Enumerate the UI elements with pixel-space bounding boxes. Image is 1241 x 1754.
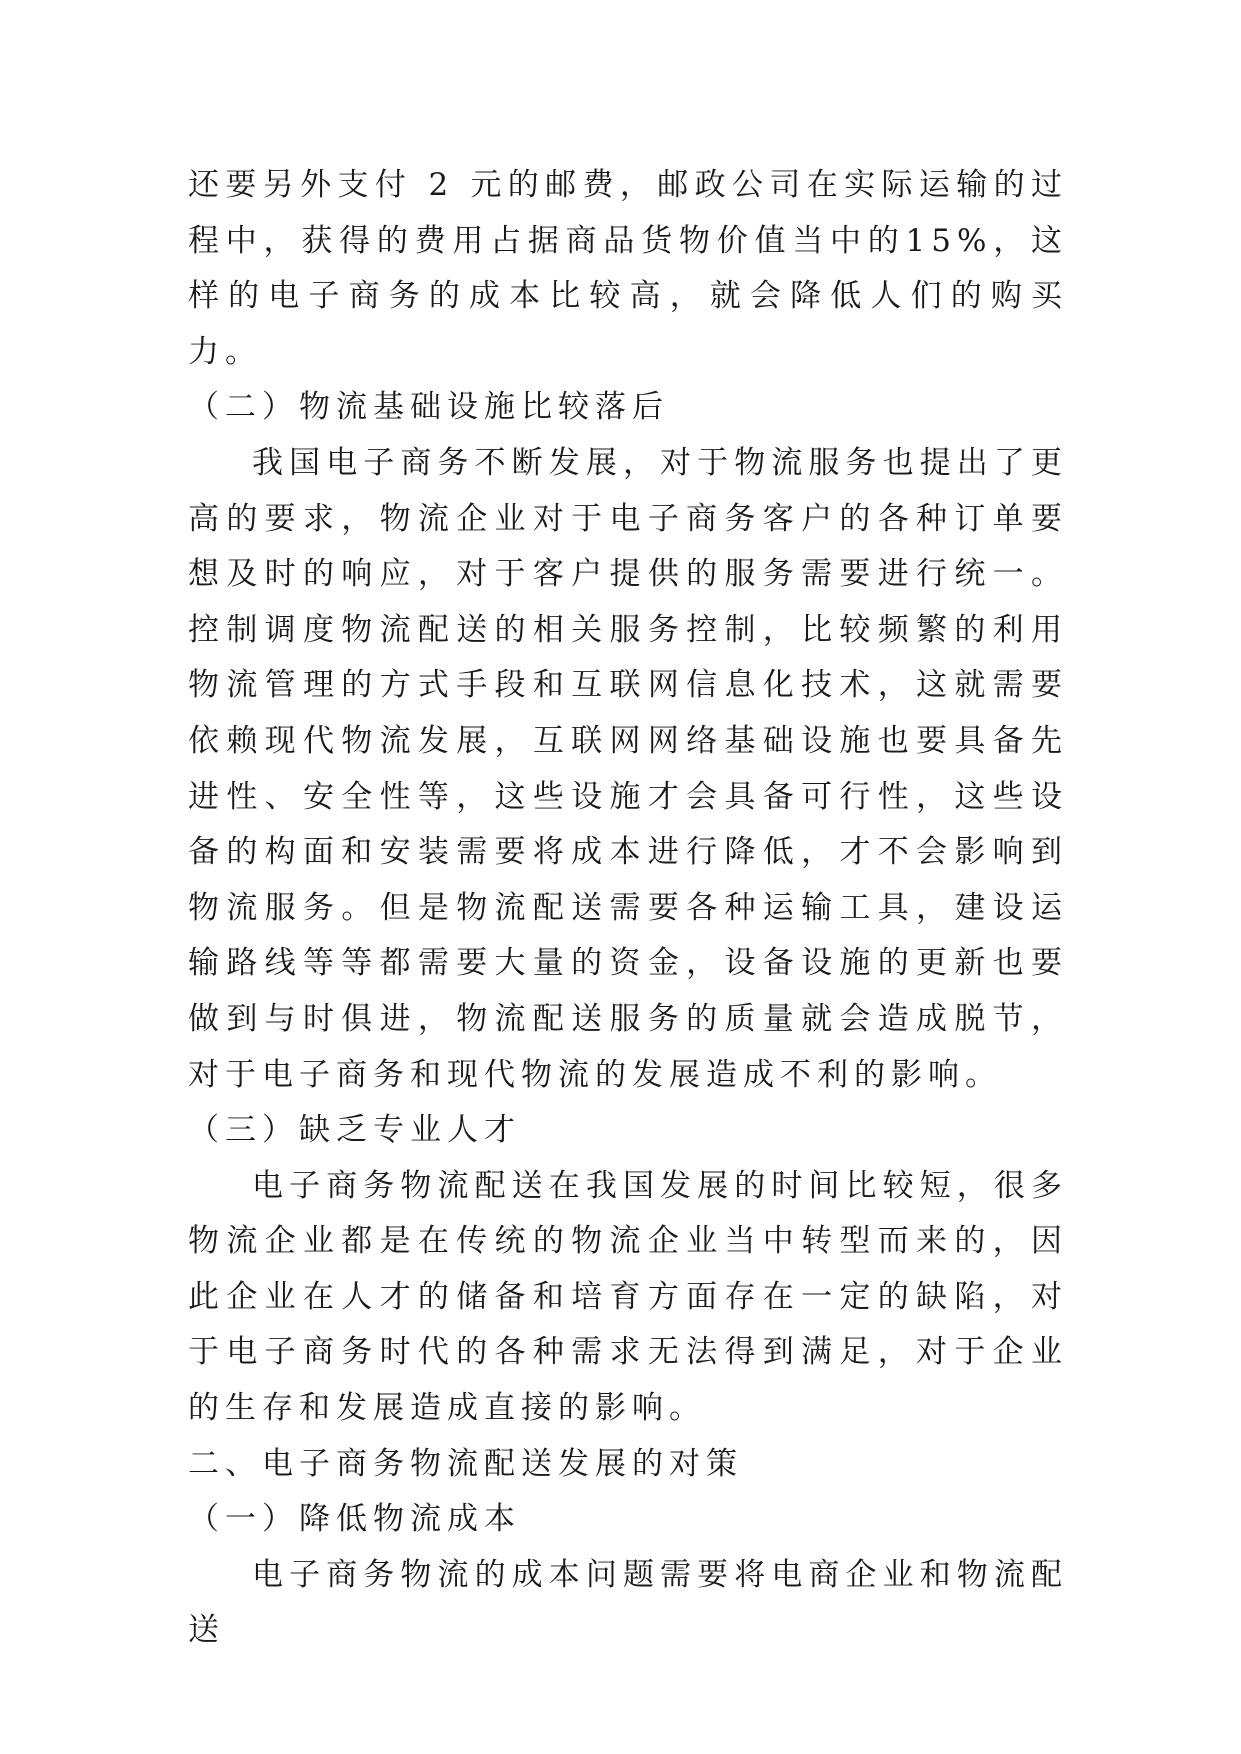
subheading-talent: （三）缺乏专业人才 xyxy=(188,1112,521,1149)
paragraph-infrastructure: 我国电子商务不断发展，对于物流服务也提出了更高的要求，物流企业对于电子商务客户的各种订单要想及时的响应，对于客户提供的服务需要进行统一。控制调度物流配送的相关服务控制，比较频繁的利用物流管理的方式手段和互联网信息化技术，这就需要依赖现代物流发展，互联网网络基础设施也要具备先进性、安全性等，这些设施才会具备可行性，这些设备的构面和安装需要将成本进行降低，才不会影响到物流服务。但是物流配送需要各种运输工具，建设运输路线等等都需要大量的资金，设备设施的更新也要做到与时俱进，物流配送服务的质量就会造成脱节，对于电子商务和现代物流的发展造成不利的影响。 xyxy=(188,444,1068,1093)
section-heading-countermeasures: 二、电子商务物流配送发展的对策 xyxy=(188,1445,743,1482)
paragraph-talent: 电子商务物流配送在我国发展的时间比较短，很多物流企业都是在传统的物流企业当中转型而来的，因此企业在人才的储备和培育方面存在一定的缺陷，对于电子商务时代的各种需求无法得到满足，对于企业的生存和发展造成直接的影响。 xyxy=(188,1167,1068,1427)
subheading-reduce-cost: （一）降低物流成本 xyxy=(188,1501,521,1538)
subheading-infrastructure: （二）物流基础设施比较落后 xyxy=(188,389,669,426)
document-body xyxy=(188,158,1068,1659)
paragraph-reduce-cost: 电子商务物流的成本问题需要将电商企业和物流配送 xyxy=(188,1556,1068,1649)
paragraph-cost-continued: 还要另外支付 2 元的邮费，邮政公司在实际运输的过程中，获得的费用占据商品货物价值当中的15%，这样的电子商务的成本比较高，就会降低人们的购买力。 xyxy=(188,167,1068,370)
